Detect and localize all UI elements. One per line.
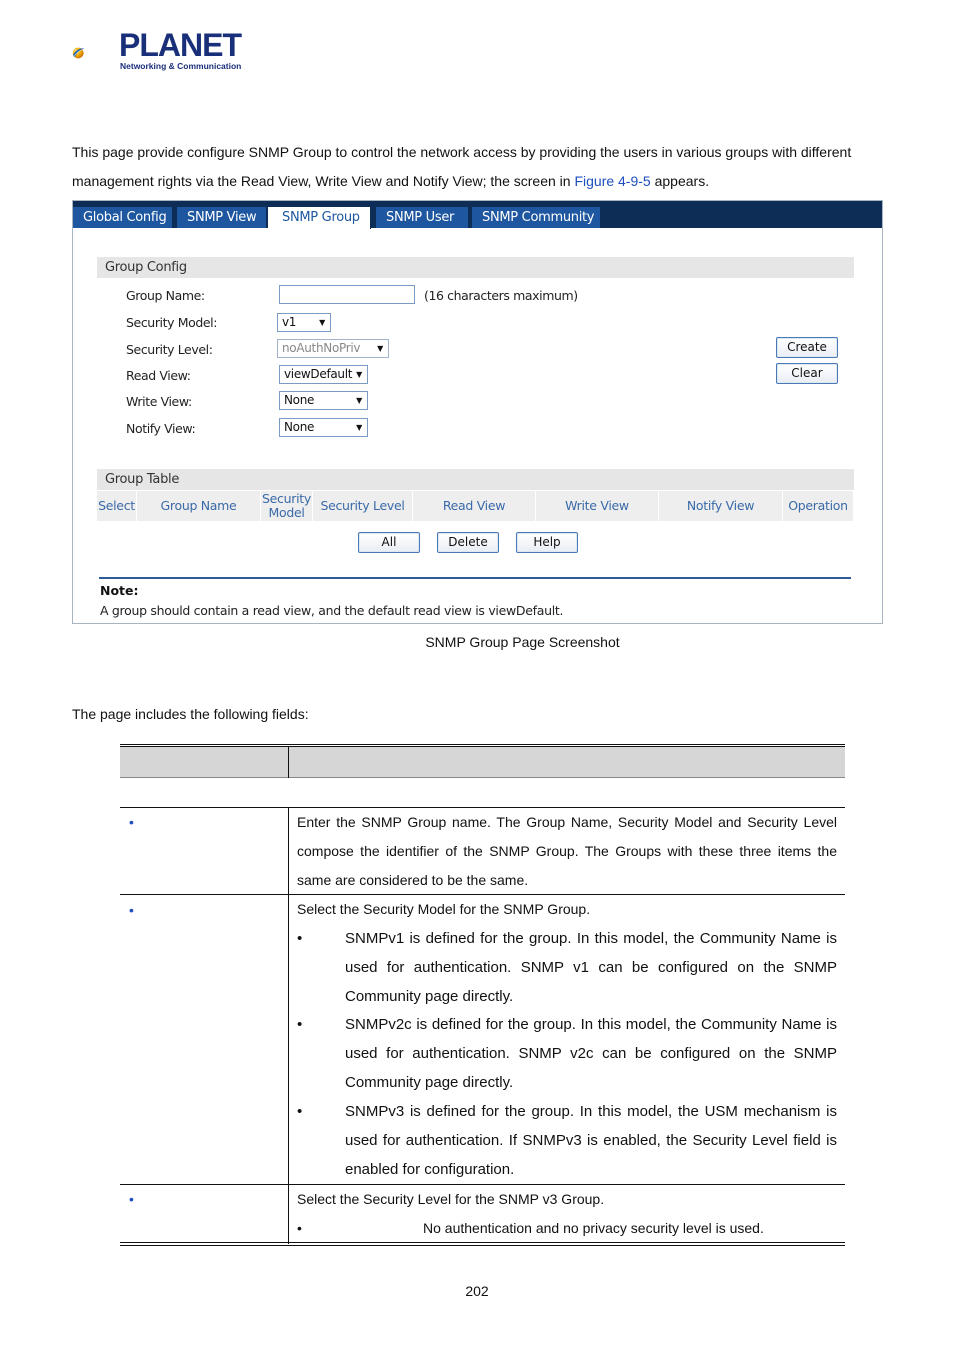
planet-logo [72, 30, 120, 76]
table-header-row [120, 747, 845, 778]
security-model-value: v1 [282, 315, 297, 329]
security-level-select[interactable] [277, 339, 389, 358]
chevron-down-icon: ▼ [319, 318, 325, 327]
table-top-rule-2 [120, 746, 845, 747]
row-2-description: Select the Security Model for the SNMP Group. [297, 901, 591, 917]
group-name-label: Group Name: [126, 288, 205, 303]
security-model-select[interactable] [277, 313, 331, 332]
tab-snmp-community[interactable]: SNMP Community [472, 207, 601, 228]
col-write-view: Write View [536, 491, 659, 521]
write-view-select[interactable] [279, 391, 368, 410]
page-number: 202 [465, 1283, 489, 1299]
note-title: Note: [100, 583, 139, 598]
col-select: Select [97, 491, 137, 521]
security-model-label: Security Model: [126, 315, 218, 330]
help-button[interactable]: Help [516, 532, 578, 553]
tab-bar [73, 201, 882, 228]
col-operation: Operation [783, 491, 854, 521]
intro-line-2-end: appears. [650, 173, 710, 189]
chevron-down-icon: ▼ [356, 396, 362, 405]
table-header-divider [288, 747, 289, 778]
row-2-item-2: • SNMPv2c is defined for the group. In this model, the Community Name is used for authentication. SNMP v2c can be configured on the SNMP Community page directly. [297, 1016, 837, 1091]
row-2-item-1: • SNMPv1 is defined for the group. In this model, the Community Name is used for authentication. SNMP v1 can be configured on the SNMP Community page directly. [297, 930, 837, 1005]
figure-caption: SNMP Group Page Screenshot [425, 634, 620, 650]
security-level-label: Security Level: [126, 342, 213, 357]
row-2-item-3: • SNMPv3 is defined for the group. In this model, the USM mechanism is used for authentication. If SNMPv3 is enabled, the Security Level field is enabled for configuration. [297, 1103, 837, 1178]
tab-snmp-view[interactable]: SNMP View [177, 207, 267, 228]
table-top-rule [120, 744, 845, 745]
col-group-name: Group Name [137, 491, 261, 521]
note-text: A group should contain a read view, and the default read view is viewDefault. [100, 603, 564, 618]
chevron-down-icon: ▼ [377, 344, 383, 353]
intro-line-1: This page provide configure SNMP Group to control the network access by providing the users in various groups with different [72, 144, 852, 160]
logo-wordmark: PLANET [119, 27, 241, 63]
col-read-view: Read View [413, 491, 536, 521]
table-bottom-rule [120, 1242, 845, 1243]
col-notify-view: Notify View [659, 491, 783, 521]
read-view-label: Read View: [126, 368, 191, 383]
logo-tagline: Networking & Communication [120, 61, 242, 71]
group-name-hint: (16 characters maximum) [424, 288, 578, 303]
intro-line-2 [72, 167, 882, 196]
snmp-group-screenshot [72, 200, 883, 624]
clear-button[interactable]: Clear [776, 363, 838, 384]
group-config-header: Group Config [97, 257, 854, 278]
row-3-bullet: • [129, 1191, 134, 1207]
notify-view-value: None [284, 420, 315, 434]
col-security-model: Security Model [261, 491, 313, 521]
intro-line-2-start: management rights via the Read View, Write View and Notify View; the screen in [72, 173, 575, 189]
row-2-bullet: • [129, 902, 134, 918]
row-3-item-1: • No authentication and no privacy security level is used. [297, 1220, 764, 1236]
figure-link[interactable]: Figure 4-9-5 [574, 173, 651, 189]
chevron-down-icon: ▼ [356, 370, 362, 379]
select-all-button[interactable]: All [358, 532, 420, 553]
notify-view-select[interactable] [279, 418, 368, 437]
group-table-header: Group Table [97, 469, 854, 490]
tab-snmp-user[interactable]: SNMP User [376, 207, 469, 228]
note-divider [99, 577, 851, 579]
group-name-input[interactable] [279, 285, 415, 304]
write-view-value: None [284, 393, 315, 407]
table-bottom-rule-2 [120, 1245, 845, 1246]
col-security-level: Security Level [313, 491, 413, 521]
create-button[interactable]: Create [776, 337, 838, 358]
security-level-value: noAuthNoPriv [282, 341, 361, 355]
table-column-divider [288, 807, 289, 1244]
read-view-select[interactable] [279, 365, 368, 384]
chevron-down-icon: ▼ [356, 423, 362, 432]
write-view-label: Write View: [126, 394, 192, 409]
notify-view-label: Notify View: [126, 421, 196, 436]
intro-paragraph [72, 138, 882, 196]
read-view-value: viewDefault [284, 367, 353, 381]
tab-global-config[interactable]: Global Config [73, 207, 173, 228]
tab-snmp-group[interactable]: SNMP Group [268, 207, 371, 229]
fields-table [120, 744, 845, 1249]
row-3-description: Select the Security Level for the SNMP v3 Group. [297, 1191, 605, 1207]
fields-intro: The page includes the following fields: [72, 706, 309, 722]
row-1-bullet: • [129, 814, 134, 830]
table-header-bottom [120, 777, 845, 778]
row-1-description: Enter the SNMP Group name. The Group Name, Security Model and Security Level compose the identifier of the SNMP Group. The Groups with these three items the same are considered to be the same. [297, 814, 837, 888]
delete-button[interactable]: Delete [437, 532, 499, 553]
